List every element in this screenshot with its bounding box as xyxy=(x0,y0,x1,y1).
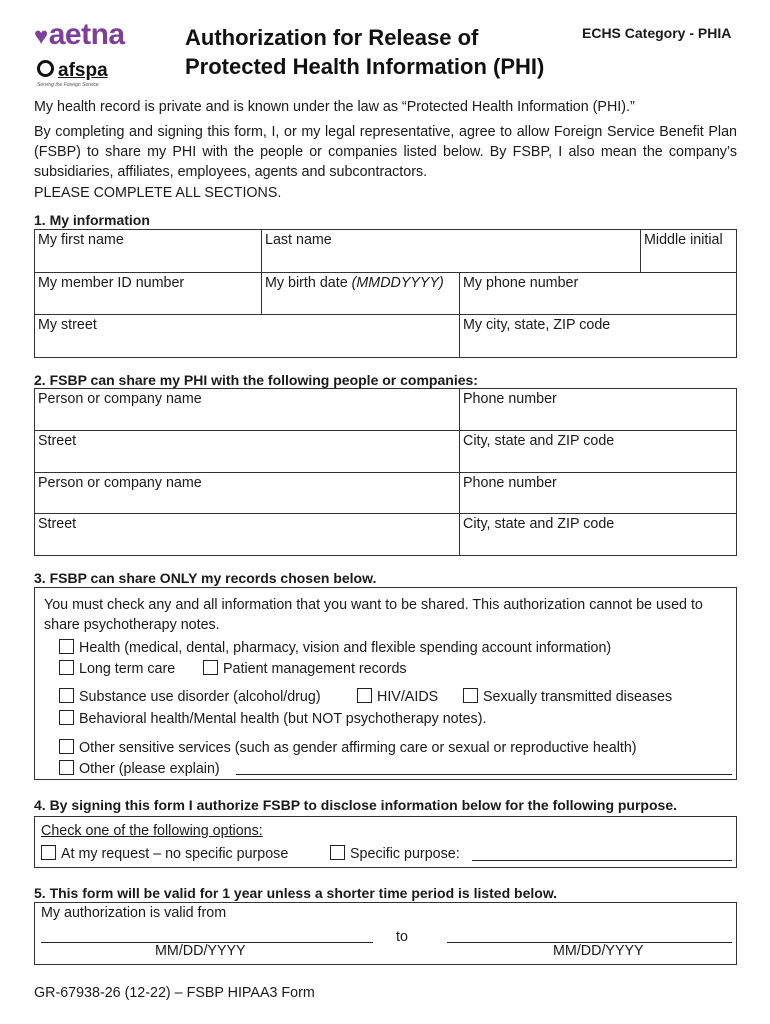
person-company-name-1[interactable]: Person or company name xyxy=(35,389,460,431)
substance-use-checkbox[interactable] xyxy=(59,688,74,703)
middle-initial-field[interactable]: Middle initial xyxy=(641,230,737,273)
specific-purpose-line[interactable] xyxy=(472,860,732,861)
person-company-name-2[interactable]: Person or company name xyxy=(35,473,460,514)
check-one-label: Check one of the following options: xyxy=(41,823,263,839)
my-information-table xyxy=(34,229,737,358)
std-checkbox[interactable] xyxy=(463,688,478,703)
patient-management-checkbox[interactable] xyxy=(203,660,218,675)
patient-management-option: Patient management records xyxy=(203,660,407,677)
city-state-zip-2[interactable]: City, state and ZIP code xyxy=(460,514,737,556)
to-date-format: MM/DD/YYYY xyxy=(553,943,644,959)
specific-purpose-option: Specific purpose: xyxy=(330,845,460,862)
specific-purpose-checkbox[interactable] xyxy=(330,845,345,860)
phone-field[interactable]: My phone number xyxy=(460,273,737,315)
health-checkbox[interactable] xyxy=(59,639,74,654)
section2-heading: 2. FSBP can share my PHI with the following people or companies: xyxy=(34,372,478,388)
other-sensitive-option: Other sensitive services (such as gender affirming care or sexual or reproductive health) xyxy=(59,739,637,756)
records-instructions: You must check any and all information that you want to be shared. This authorization cannot be used to share psychotherapy notes. xyxy=(44,597,703,633)
last-name-field[interactable]: Last name xyxy=(262,230,641,273)
share-with-table xyxy=(34,388,737,556)
behavioral-health-checkbox[interactable] xyxy=(59,710,74,725)
intro-paragraph-2: By completing and signing this form, I, or my legal representative, agree to allow Foreign Service Benefit Plan (FSBP) to share my PHI with the people or companies listed below. By FSBP, I also mean the company’s subsidiaries, affiliates, employees, agents and subcontractors. xyxy=(34,124,737,180)
category-label: ECHS Category - PHIA xyxy=(582,25,732,41)
street-2[interactable]: Street xyxy=(35,514,460,556)
section4-heading: 4. By signing this form I authorize FSBP to disclose information below for the following purpose. xyxy=(34,797,678,813)
intro-paragraph-1: My health record is private and is known under the law as “Protected Health Information (PHI).” xyxy=(34,99,635,115)
section3-heading: 3. FSBP can share ONLY my records chosen below. xyxy=(34,570,377,586)
afspa-logo: afspa xyxy=(37,60,108,82)
form-id: GR-67938-26 (12-22) – FSBP HIPAA3 Form xyxy=(34,985,315,1001)
long-term-care-checkbox[interactable] xyxy=(59,660,74,675)
long-term-care-option: Long term care xyxy=(59,660,175,677)
birth-date-field[interactable]: My birth date (MMDDYYYY) xyxy=(262,273,460,315)
city-state-zip-1[interactable]: City, state and ZIP code xyxy=(460,431,737,473)
behavioral-health-option: Behavioral health/Mental health (but NOT psychotherapy notes). xyxy=(59,710,486,727)
street-1[interactable]: Street xyxy=(35,431,460,473)
afspa-tagline: Serving the Foreign Service xyxy=(37,82,99,88)
hiv-aids-option: HIV/AIDS xyxy=(357,688,438,705)
health-option: Health (medical, dental, pharmacy, vision and flexible spending account information) xyxy=(59,639,611,656)
first-name-field[interactable]: My first name xyxy=(35,230,262,273)
aetna-logo: ♥aetna xyxy=(34,18,125,51)
std-option: Sexually transmitted diseases xyxy=(463,688,672,705)
other-sensitive-checkbox[interactable] xyxy=(59,739,74,754)
intro-paragraph-3: PLEASE COMPLETE ALL SECTIONS. xyxy=(34,185,282,201)
afspa-mark-icon xyxy=(37,60,54,77)
section1-heading: 1. My information xyxy=(34,212,150,228)
section5-heading: 5. This form will be valid for 1 year unless a shorter time period is listed below. xyxy=(34,885,558,901)
other-checkbox[interactable] xyxy=(59,760,74,775)
other-option: Other (please explain) xyxy=(59,760,220,777)
member-id-field[interactable]: My member ID number xyxy=(35,273,262,315)
at-request-option: At my request – no specific purpose xyxy=(41,845,288,862)
phone-number-1[interactable]: Phone number xyxy=(460,389,737,431)
city-state-zip-field[interactable]: My city, state, ZIP code xyxy=(460,315,737,358)
heart-icon: ♥ xyxy=(34,23,48,50)
substance-use-option: Substance use disorder (alcohol/drug) xyxy=(59,688,321,705)
valid-from-label: My authorization is valid from xyxy=(41,905,227,921)
phone-number-2[interactable]: Phone number xyxy=(460,473,737,514)
at-request-checkbox[interactable] xyxy=(41,845,56,860)
hiv-aids-checkbox[interactable] xyxy=(357,688,372,703)
other-explain-line[interactable] xyxy=(236,774,732,775)
to-label: to xyxy=(396,929,408,945)
street-field[interactable]: My street xyxy=(35,315,460,358)
page-title: Authorization for Release of Protected Health Information (PHI) xyxy=(185,25,545,79)
from-date-format: MM/DD/YYYY xyxy=(155,943,246,959)
